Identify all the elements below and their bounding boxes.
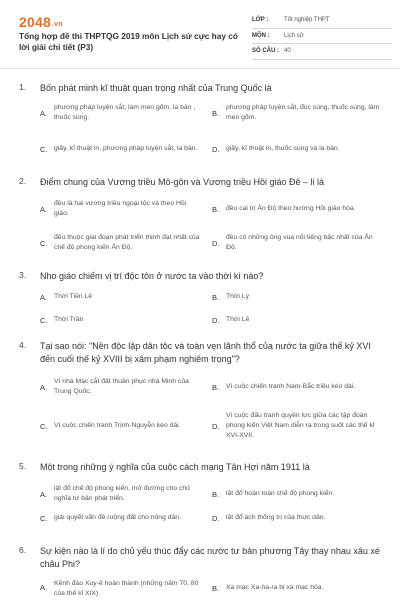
option-text: Thời Lý — [226, 293, 249, 300]
option-letter: D. — [212, 238, 220, 248]
option-a[interactable] — [40, 374, 200, 400]
option-letter: A. — [40, 382, 48, 392]
question-text: Bốn phát minh kĩ thuật quan trọng nhất của Trung Quốc là — [40, 83, 272, 93]
question-text: Tại sao nói: "Nền độc lập dân tộc và toàn vẹn lãnh thổ của nước ta giữa thế kỷ XVI đến cuối thế kỷ XVIII bị xâm phạm nghiêm trọng"? — [40, 341, 371, 364]
option-text: đều cai trị Ấn Độ theo hướng Hồi giáo hóa. — [226, 205, 356, 212]
option-letter: D. — [212, 513, 220, 523]
option-d[interactable] — [212, 511, 384, 525]
option-letter: D. — [212, 421, 220, 431]
option-text: Vì cuộc chiến tranh Nam-Bắc triều kéo dài. — [226, 383, 356, 390]
option-letter: B. — [212, 489, 220, 499]
option-text: Xa mạc Xa-ha-ra bị xa mạc hóa. — [226, 584, 324, 591]
option-letter: B. — [212, 292, 220, 302]
option-d[interactable] — [212, 313, 384, 327]
option-letter: A. — [40, 489, 48, 499]
option-letter: C. — [40, 421, 48, 431]
meta-row-count — [252, 44, 392, 60]
option-text: Thời Tiền Lê — [54, 293, 93, 300]
logo-suffix: .vn — [51, 21, 63, 28]
option-b[interactable] — [212, 100, 384, 126]
header-divider — [0, 68, 400, 69]
logo-text: 2048 — [19, 14, 51, 30]
option-text: đều có những ông vua nổi tiếng bậc nhất của Ấn Độ. — [226, 234, 373, 251]
option-text: đều thuộc giai đoạn phát triển thịnh đạt nhất của chế độ phong kiến Ấn Độ. — [54, 234, 200, 251]
meta-value: Tốt nghiệp THPT — [284, 17, 330, 24]
option-letter: A. — [40, 583, 48, 592]
option-c[interactable] — [40, 313, 200, 327]
option-b[interactable] — [212, 481, 384, 507]
option-text: Kênh đào Xuy-ê hoàn thành (những năm 70, 80 của thế kỉ XIX). — [54, 580, 199, 597]
question-text: Nho giáo chiếm vị trí độc tôn ở nước ta vào thời kì nào? — [40, 271, 264, 281]
meta-row-subject — [252, 29, 392, 45]
option-letter: B. — [212, 583, 220, 593]
option-text: giấy, kĩ thuật in, thuốc súng và la bàn. — [226, 145, 340, 152]
option-text: phương pháp luyện sắt, làm men gốm, la bàn , thuốc súng. — [54, 104, 196, 121]
option-text: Vì cuộc đấu tranh quyền lực giữa các tập đoàn phong kiến Việt Nam diễn ra trong suốt các thế kỉ XVI-XVII. — [226, 412, 375, 439]
meta-key: LỚP : — [252, 17, 269, 24]
question-text: Một trong những ý nghĩa của cuộc cách mạng Tân Hợi năm 1911 là — [40, 462, 310, 472]
option-text: phương pháp luyện sắt, đúc súng, thuốc súng, làm men gốm. — [226, 104, 380, 121]
option-d[interactable] — [212, 136, 384, 162]
question-number: 2. — [19, 176, 27, 186]
option-b[interactable] — [212, 196, 384, 222]
option-a[interactable] — [40, 481, 200, 507]
option-letter: B. — [212, 204, 220, 214]
option-text: lật đổ hoàn toàn chế độ phong kiến. — [226, 490, 335, 497]
meta-value: Lịch sử — [284, 32, 304, 39]
option-a[interactable] — [40, 100, 200, 126]
question-number: 5. — [19, 461, 27, 471]
option-text: Vì cuộc chiến tranh Trịnh-Nguyễn kéo dài. — [54, 422, 181, 429]
option-b[interactable] — [212, 581, 384, 595]
option-letter: A. — [40, 204, 48, 214]
site-logo[interactable] — [19, 14, 63, 30]
option-letter: D. — [212, 315, 220, 325]
option-b[interactable] — [212, 290, 384, 304]
option-d[interactable] — [212, 408, 384, 444]
option-text: giải quyết vấn đề ruộng đất cho nông dân. — [54, 514, 181, 521]
option-c[interactable] — [40, 408, 200, 444]
question-number: 4. — [19, 340, 27, 350]
option-letter: C. — [40, 238, 48, 248]
option-c[interactable] — [40, 230, 200, 256]
option-text: giấy, kĩ thuật in, phương pháp luyện sắt, la bàn. — [54, 145, 198, 152]
option-b[interactable] — [212, 374, 384, 400]
option-letter: A. — [40, 292, 48, 302]
option-d[interactable] — [212, 230, 384, 256]
question-number: 3. — [19, 270, 27, 280]
option-text: lật đổ chế độ phong kiến, mở đường cho chủ nghĩa tư bản phát triển. — [54, 485, 190, 502]
document-meta — [252, 13, 392, 60]
document-title: Tổng hợp đề thi THPTQG 2019 môn Lịch sử cực hay có lời giải chi tiết (P3) — [19, 31, 238, 52]
option-a[interactable] — [40, 579, 200, 600]
option-text: đều là hai vương triều ngoại tộc và theo Hồi giáo. — [54, 200, 187, 217]
option-letter: B. — [212, 382, 220, 392]
option-c[interactable] — [40, 136, 200, 162]
meta-key: SỐ CÂU : — [252, 48, 279, 55]
question-number: 1. — [19, 82, 27, 92]
option-a[interactable] — [40, 290, 200, 304]
option-letter: D. — [212, 144, 220, 154]
document-header — [0, 0, 400, 68]
option-text: Thời Lê — [226, 316, 250, 323]
option-letter: C. — [40, 144, 48, 154]
option-letter: C. — [40, 513, 48, 523]
option-letter: A. — [40, 108, 48, 118]
question-text: Điểm chung của Vương triều Mô-gôn và Vương triều Hồi giáo Đê – li là — [40, 177, 324, 187]
meta-value: 40 — [284, 48, 291, 55]
question-text: Sự kiện nào là lí do chủ yếu thúc đẩy các nước tư bản phương Tây thay nhau xâu xé châu Phi? — [40, 546, 380, 569]
meta-key: MÔN : — [252, 32, 270, 39]
meta-row-class — [252, 13, 392, 29]
option-c[interactable] — [40, 511, 200, 525]
option-letter: C. — [40, 315, 48, 325]
option-a[interactable] — [40, 196, 200, 222]
option-text: Thời Trần — [54, 316, 84, 323]
question-number: 6. — [19, 545, 27, 555]
option-text: Vì nhà Mạc cắt đất thuần phục nhà Minh của Trung Quốc. — [54, 378, 189, 395]
option-letter: B. — [212, 108, 220, 118]
option-text: lật đổ ách thống trị của thực dân. — [226, 514, 326, 521]
